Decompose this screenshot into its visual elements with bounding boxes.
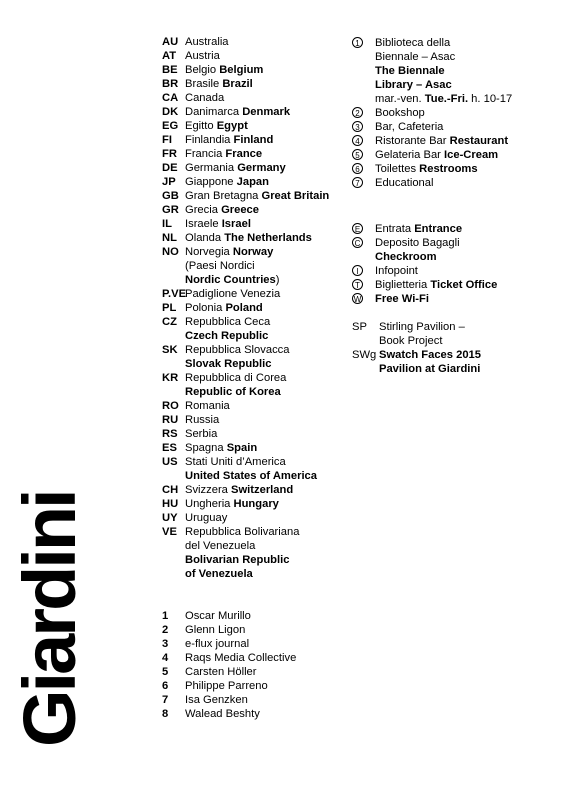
country-name-italian: Norvegia — [185, 246, 230, 258]
country-name — [185, 147, 262, 161]
country-name-italian: Repubblica Bolivariana — [185, 526, 300, 538]
country-code: BE — [162, 64, 178, 76]
service-label — [375, 222, 462, 236]
country-name-english: Nordic Countries — [185, 274, 276, 286]
country-name — [185, 77, 253, 91]
venue-label-part: Tue.-Fri. — [424, 93, 469, 105]
country-name-italian: Polonia — [185, 302, 223, 314]
country-name-english: France — [225, 148, 263, 160]
country-name — [185, 525, 299, 539]
country-name-english: Egypt — [216, 120, 248, 132]
artist-number: 7 — [162, 694, 169, 706]
country-name-italian: Belgio — [185, 64, 217, 76]
pavilion-label-part: Book Project — [379, 335, 443, 347]
country-name-english: Switzerland — [231, 484, 294, 496]
service-symbol-icon: E — [352, 223, 363, 234]
country-name-english: Japan — [236, 176, 269, 188]
service-symbol-icon: I — [352, 265, 363, 276]
country-name-italian: Romania — [185, 400, 230, 412]
country-name — [185, 175, 269, 189]
artist-number: 2 — [162, 624, 169, 636]
country-code: UY — [162, 512, 178, 524]
country-name — [185, 287, 280, 301]
country-name — [185, 441, 257, 455]
country-code: NL — [162, 232, 177, 244]
artist-name: Carsten Höller — [185, 666, 257, 678]
venue-label-part: Biennale – Asac — [375, 51, 456, 63]
pavilion-label-part: Swatch Faces 2015 — [379, 349, 481, 361]
country-name-italian: Serbia — [185, 428, 218, 440]
country-name — [185, 231, 312, 245]
country-name — [185, 357, 271, 371]
country-name-italian: Stati Uniti d’America — [185, 456, 286, 468]
country-name — [185, 539, 255, 553]
pavilion-label-part: Stirling Pavilion – — [379, 321, 465, 333]
country-code: CZ — [162, 316, 177, 328]
country-code: VE — [162, 526, 177, 538]
country-name-english: Hungary — [233, 498, 279, 510]
venue-label — [375, 106, 425, 120]
country-name — [185, 427, 217, 441]
venue-label-part: Biblioteca della — [375, 37, 451, 49]
country-code: US — [162, 456, 178, 468]
country-code: NO — [162, 246, 179, 258]
country-name — [185, 343, 289, 357]
venue-symbol-icon: 2 — [352, 107, 363, 118]
country-name — [185, 217, 251, 231]
pavilion-label-part: Pavilion at Giardini — [379, 363, 481, 375]
venue-symbol-icon: 3 — [352, 121, 363, 132]
service-label-part: Deposito Bagagli — [375, 237, 460, 249]
country-name-suffix: ) — [275, 274, 280, 286]
country-code: JP — [162, 176, 176, 188]
venue-label-part: Library – Asac — [375, 79, 452, 91]
country-name — [185, 245, 273, 259]
venue-label-part: Ristorante Bar — [375, 135, 450, 147]
service-label — [375, 292, 429, 306]
country-name-english: Norway — [232, 246, 274, 258]
venue-symbol-icon: 1 — [352, 37, 363, 48]
country-code: P.VE — [162, 288, 187, 300]
venue-label-part: Restaurant — [449, 135, 509, 147]
country-name-italian: Repubblica Ceca — [185, 316, 271, 328]
service-label-part: Free Wi-Fi — [375, 293, 429, 305]
country-code: DK — [162, 106, 179, 118]
country-name-italian: Russia — [185, 414, 220, 426]
artist-name: e-flux journal — [185, 638, 250, 650]
country-name — [185, 455, 286, 469]
venue-label-part: Bookshop — [375, 107, 425, 119]
country-name — [185, 189, 329, 203]
venue-label-part: Gelateria Bar — [375, 149, 445, 161]
venue-label-part: Bar, Cafeteria — [375, 121, 444, 133]
country-name-italian: Ungheria — [185, 498, 231, 510]
artist-name: Philippe Parreno — [185, 680, 268, 692]
country-name-english: Denmark — [242, 106, 291, 118]
venue-label-part: Toilettes — [375, 163, 420, 175]
country-name-english: Brazil — [222, 78, 253, 90]
venue-label — [375, 92, 512, 106]
service-label-part: Entrance — [414, 223, 463, 235]
venue-label-part: Restrooms — [419, 163, 478, 175]
country-name-english: Bolivarian Republic — [185, 554, 290, 566]
country-name — [185, 315, 270, 329]
country-name-italian: Israele — [185, 218, 219, 230]
country-name-italian: Australia — [185, 36, 229, 48]
country-code: AT — [162, 50, 177, 62]
artist-name: Isa Genzken — [185, 694, 248, 706]
country-code: FR — [162, 148, 177, 160]
country-name — [185, 203, 259, 217]
country-code: KR — [162, 372, 179, 384]
country-name — [185, 161, 286, 175]
service-label-part: Infopoint — [375, 265, 418, 277]
service-label — [375, 250, 437, 264]
country-code: GR — [162, 204, 179, 216]
artist-number: 5 — [162, 666, 169, 678]
country-name-italian: Uruguay — [185, 512, 228, 524]
country-code: AU — [162, 36, 179, 48]
service-label-part: Checkroom — [375, 251, 437, 263]
country-name-italian: Repubblica Slovacca — [185, 344, 290, 356]
pavilion-label — [379, 362, 480, 376]
country-name — [185, 553, 289, 567]
service-label-part: Ticket Office — [430, 279, 498, 291]
venue-label-part: Educational — [375, 177, 434, 189]
page-title: Giardini — [8, 491, 91, 747]
pavilion-code: SP — [352, 321, 367, 333]
artist-number: 4 — [162, 652, 169, 664]
country-code: EG — [162, 120, 179, 132]
country-code: SK — [162, 344, 178, 356]
service-label — [375, 264, 418, 278]
venue-label — [375, 162, 478, 176]
artist-name: Glenn Ligon — [185, 624, 246, 636]
country-name-english: Czech Republic — [185, 330, 269, 342]
country-name — [185, 91, 224, 105]
country-name-english: Republic of Korea — [185, 386, 281, 398]
artist-number: 6 — [162, 680, 169, 692]
country-name — [185, 371, 286, 385]
pavilion-code: SWg — [352, 349, 377, 361]
country-name — [185, 385, 281, 399]
artist-number: 3 — [162, 638, 169, 650]
country-name — [185, 511, 227, 525]
country-code: IL — [162, 218, 172, 230]
venue-label — [375, 176, 433, 190]
venue-label — [375, 134, 508, 148]
country-code: DE — [162, 162, 178, 174]
service-label — [375, 278, 497, 292]
venue-label-part: Ice-Cream — [444, 149, 499, 161]
venue-label — [375, 120, 443, 134]
service-label-part: Entrata — [375, 223, 415, 235]
venue-label-part: mar.-ven. — [375, 93, 425, 105]
venue-symbol-icon: 7 — [352, 177, 363, 188]
country-name-italian: Padiglione Venezia — [185, 288, 281, 300]
pavilion-label — [379, 334, 442, 348]
artist-name: Raqs Media Collective — [185, 652, 297, 664]
venue-symbol-icon: 4 — [352, 135, 363, 146]
service-label-part: Biglietteria — [375, 279, 431, 291]
country-name-english: The Netherlands — [224, 232, 312, 244]
country-name — [185, 413, 219, 427]
venue-symbol-icon: 5 — [352, 149, 363, 160]
service-symbol-icon: T — [352, 279, 363, 290]
venue-label — [375, 36, 450, 50]
country-code: ES — [162, 442, 177, 454]
country-name-italian: Francia — [185, 148, 223, 160]
country-name — [185, 567, 253, 581]
country-code: BR — [162, 78, 179, 90]
country-name-italian: Finlandia — [185, 134, 231, 146]
service-label — [375, 236, 460, 250]
country-name-italian: Brasile — [185, 78, 220, 90]
country-code: GB — [162, 190, 179, 202]
venue-label — [375, 148, 498, 162]
service-symbol-icon: W — [353, 295, 362, 304]
country-name — [185, 483, 293, 497]
artist-number: 8 — [162, 708, 169, 720]
country-name-english: of Venezuela — [185, 568, 253, 580]
country-code: CA — [162, 92, 179, 104]
pavilion-label — [379, 348, 481, 362]
venue-label — [375, 78, 452, 92]
country-name-english: Poland — [225, 302, 263, 314]
country-name-english: United States of America — [185, 470, 318, 482]
country-code: CH — [162, 484, 179, 496]
country-name — [185, 301, 263, 315]
country-name — [185, 105, 290, 119]
country-code: RU — [162, 414, 179, 426]
country-name-english: Slovak Republic — [185, 358, 272, 370]
venue-label-part: The Biennale — [375, 65, 445, 77]
country-name — [185, 63, 263, 77]
country-name-italian: (Paesi Nordici — [185, 260, 255, 272]
country-name-english: Israel — [221, 218, 251, 230]
country-name-italian: Olanda — [185, 232, 222, 244]
country-name-italian: Germania — [185, 162, 235, 174]
pavilion-label — [379, 320, 465, 334]
country-name — [185, 35, 229, 49]
country-name-italian: Svizzera — [185, 484, 228, 496]
country-code: FI — [162, 134, 172, 146]
country-name — [185, 133, 273, 147]
country-name — [185, 497, 279, 511]
venue-label — [375, 64, 445, 78]
country-name-italian: Austria — [185, 50, 220, 62]
country-name — [185, 273, 280, 287]
country-name-italian: Danimarca — [185, 106, 240, 118]
artist-number: 1 — [162, 610, 169, 622]
country-code: RS — [162, 428, 178, 440]
country-name-english: Greece — [221, 204, 260, 216]
country-name-italian: Spagna — [185, 442, 224, 454]
country-name-italian: Grecia — [185, 204, 218, 216]
country-name-italian: Egitto — [185, 120, 214, 132]
venue-label-part: h. 10-17 — [468, 93, 513, 105]
country-code: HU — [162, 498, 179, 510]
country-name-italian: del Venezuela — [185, 540, 256, 552]
country-name — [185, 119, 248, 133]
artist-name: Oscar Murillo — [185, 610, 251, 622]
venue-symbol-icon: 6 — [352, 163, 363, 174]
artist-name: Walead Beshty — [185, 708, 260, 720]
country-name-italian: Repubblica di Corea — [185, 372, 287, 384]
country-name — [185, 399, 230, 413]
country-name-italian: Giappone — [185, 176, 234, 188]
service-symbol-icon: C — [352, 237, 363, 248]
country-name — [185, 329, 268, 343]
country-name-english: Spain — [226, 442, 258, 454]
country-name — [185, 259, 255, 273]
country-name — [185, 469, 317, 483]
country-name-italian: Canada — [185, 92, 225, 104]
country-name — [185, 49, 220, 63]
country-name-english: Finland — [233, 134, 274, 146]
country-name-english: Great Britain — [261, 190, 330, 202]
country-code: RO — [162, 400, 179, 412]
country-name-english: Germany — [237, 162, 286, 174]
country-name-italian: Gran Bretagna — [185, 190, 259, 202]
country-name-english: Belgium — [219, 64, 264, 76]
venue-label — [375, 50, 455, 64]
country-code: PL — [162, 302, 177, 314]
